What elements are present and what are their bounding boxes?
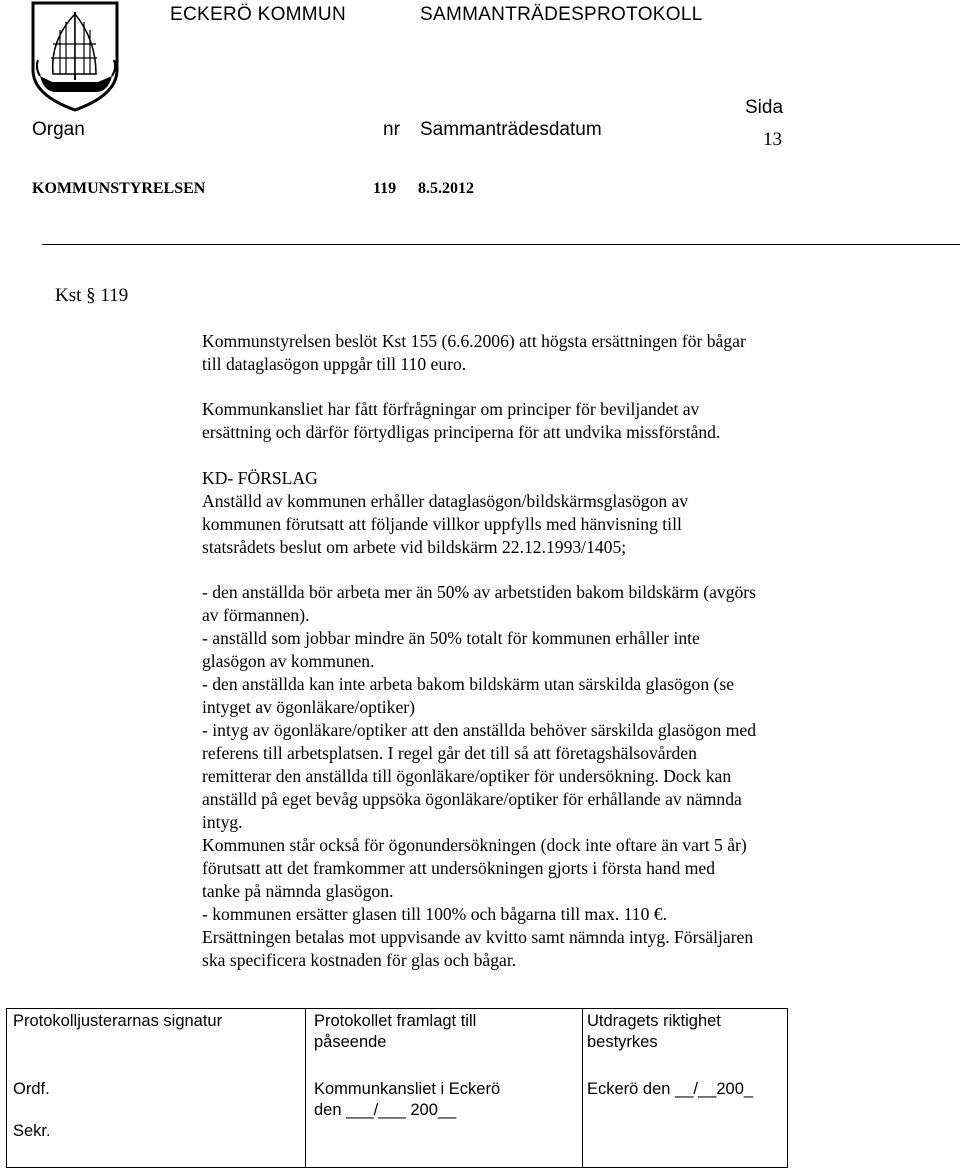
section-reference: Kst § 119 <box>55 285 129 306</box>
page-number: 13 <box>763 129 782 150</box>
text-line: förutsatt att det framkommer att undersökningen gjorts i första hand med <box>202 858 716 878</box>
posted-date: den ___/___ 200__ <box>314 1101 457 1119</box>
paragraph-conditions <box>202 581 852 972</box>
text-line: - anställd som jobbar mindre än 50% totalt för kommunen erhåller inte <box>202 628 700 648</box>
certification-date: Eckerö den __/__200_ <box>587 1080 754 1098</box>
text-line: av förmannen). <box>202 605 310 625</box>
signature-cell <box>7 1009 306 1168</box>
coat-of-arms-logo <box>30 0 120 112</box>
text-line: Kommunen står också för ögonundersökningen (dock inte oftare än vart 5 år) <box>202 835 747 855</box>
nr-value: 119 <box>373 180 397 197</box>
text-line: anställd på eget bevåg uppsöka ögonläkare/optiker för erhållande av nämnda <box>202 789 742 809</box>
certification-header-line1: Utdragets riktighet <box>587 1012 721 1030</box>
ordf-label: Ordf. <box>13 1080 50 1098</box>
text-line: referens till arbetsplatsen. I regel går det till så att företagshälsovården <box>202 743 697 763</box>
text-line: intyget av ögonläkare/optiker) <box>202 697 416 717</box>
document-type: SAMMANTRÄDESPROTOKOLL <box>420 4 703 25</box>
proposal-heading: KD- FÖRSLAG <box>202 468 318 488</box>
organ-label: Organ <box>32 119 85 140</box>
text-line: Kommunkansliet har fått förfrågningar om principer för beviljandet av <box>202 399 700 419</box>
date-label: Sammanträdesdatum <box>420 119 602 140</box>
paragraph-background <box>202 330 852 376</box>
text-line: glasögon av kommunen. <box>202 651 375 671</box>
posted-cell <box>306 1009 583 1168</box>
text-line: - intyg av ögonläkare/optiker att den anställda behöver särskilda glasögon med <box>202 720 757 740</box>
text-line: till dataglasögon uppgår till 110 euro. <box>202 354 467 374</box>
sekr-label: Sekr. <box>13 1122 51 1140</box>
text-line: Kommunstyrelsen beslöt Kst 155 (6.6.2006) att högsta ersättningen för bågar <box>202 331 746 351</box>
posted-header-line2: påseende <box>314 1033 387 1051</box>
nr-label: nr <box>383 119 400 140</box>
header-divider <box>42 244 960 245</box>
date-value: 8.5.2012 <box>418 180 474 197</box>
text-line: remitterar den anställda till ögonläkare/optiker för undersökning. Dock kan <box>202 766 732 786</box>
text-line: kommunen förutsatt att följande villkor uppfylls med hänvisning till <box>202 514 682 534</box>
text-line: Ersättningen betalas mot uppvisande av kvitto samt nämnda intyg. Försäljaren <box>202 927 754 947</box>
page-label: Sida <box>745 97 784 118</box>
text-line: - den anställda bör arbeta mer än 50% av arbetstiden bakom bildskärm (avgörs <box>202 582 757 602</box>
certification-header-line2: bestyrkes <box>587 1033 658 1051</box>
signature-table <box>6 1008 788 1168</box>
posted-header-line1: Protokollet framlagt till <box>314 1012 477 1030</box>
municipality-name: ECKERÖ KOMMUN <box>170 4 346 25</box>
paragraph-proposal <box>202 467 852 559</box>
text-line: intyg. <box>202 812 243 832</box>
organ-value: KOMMUNSTYRELSEN <box>32 180 206 197</box>
text-line: ska specificera kostnaden för glas och bågar. <box>202 950 517 970</box>
signature-header: Protokolljusterarnas signatur <box>13 1012 223 1030</box>
paragraph-inquiries <box>202 398 852 444</box>
certification-cell <box>583 1009 788 1168</box>
text-line: - kommunen ersätter glasen till 100% och bågarna till max. 110 €. <box>202 904 667 924</box>
text-line: ersättning och därför förtydligas principerna för att undvika missförstånd. <box>202 422 721 442</box>
posted-location: Kommunkansliet i Eckerö <box>314 1080 501 1098</box>
text-line: Anställd av kommunen erhåller dataglasögon/bildskärmsglasögon av <box>202 491 689 511</box>
text-line: - den anställda kan inte arbeta bakom bildskärm utan särskilda glasögon (se <box>202 674 735 694</box>
text-line: tanke på nämnda glasögon. <box>202 881 394 901</box>
text-line: statsrådets beslut om arbete vid bildskärm 22.12.1993/1405; <box>202 537 627 557</box>
